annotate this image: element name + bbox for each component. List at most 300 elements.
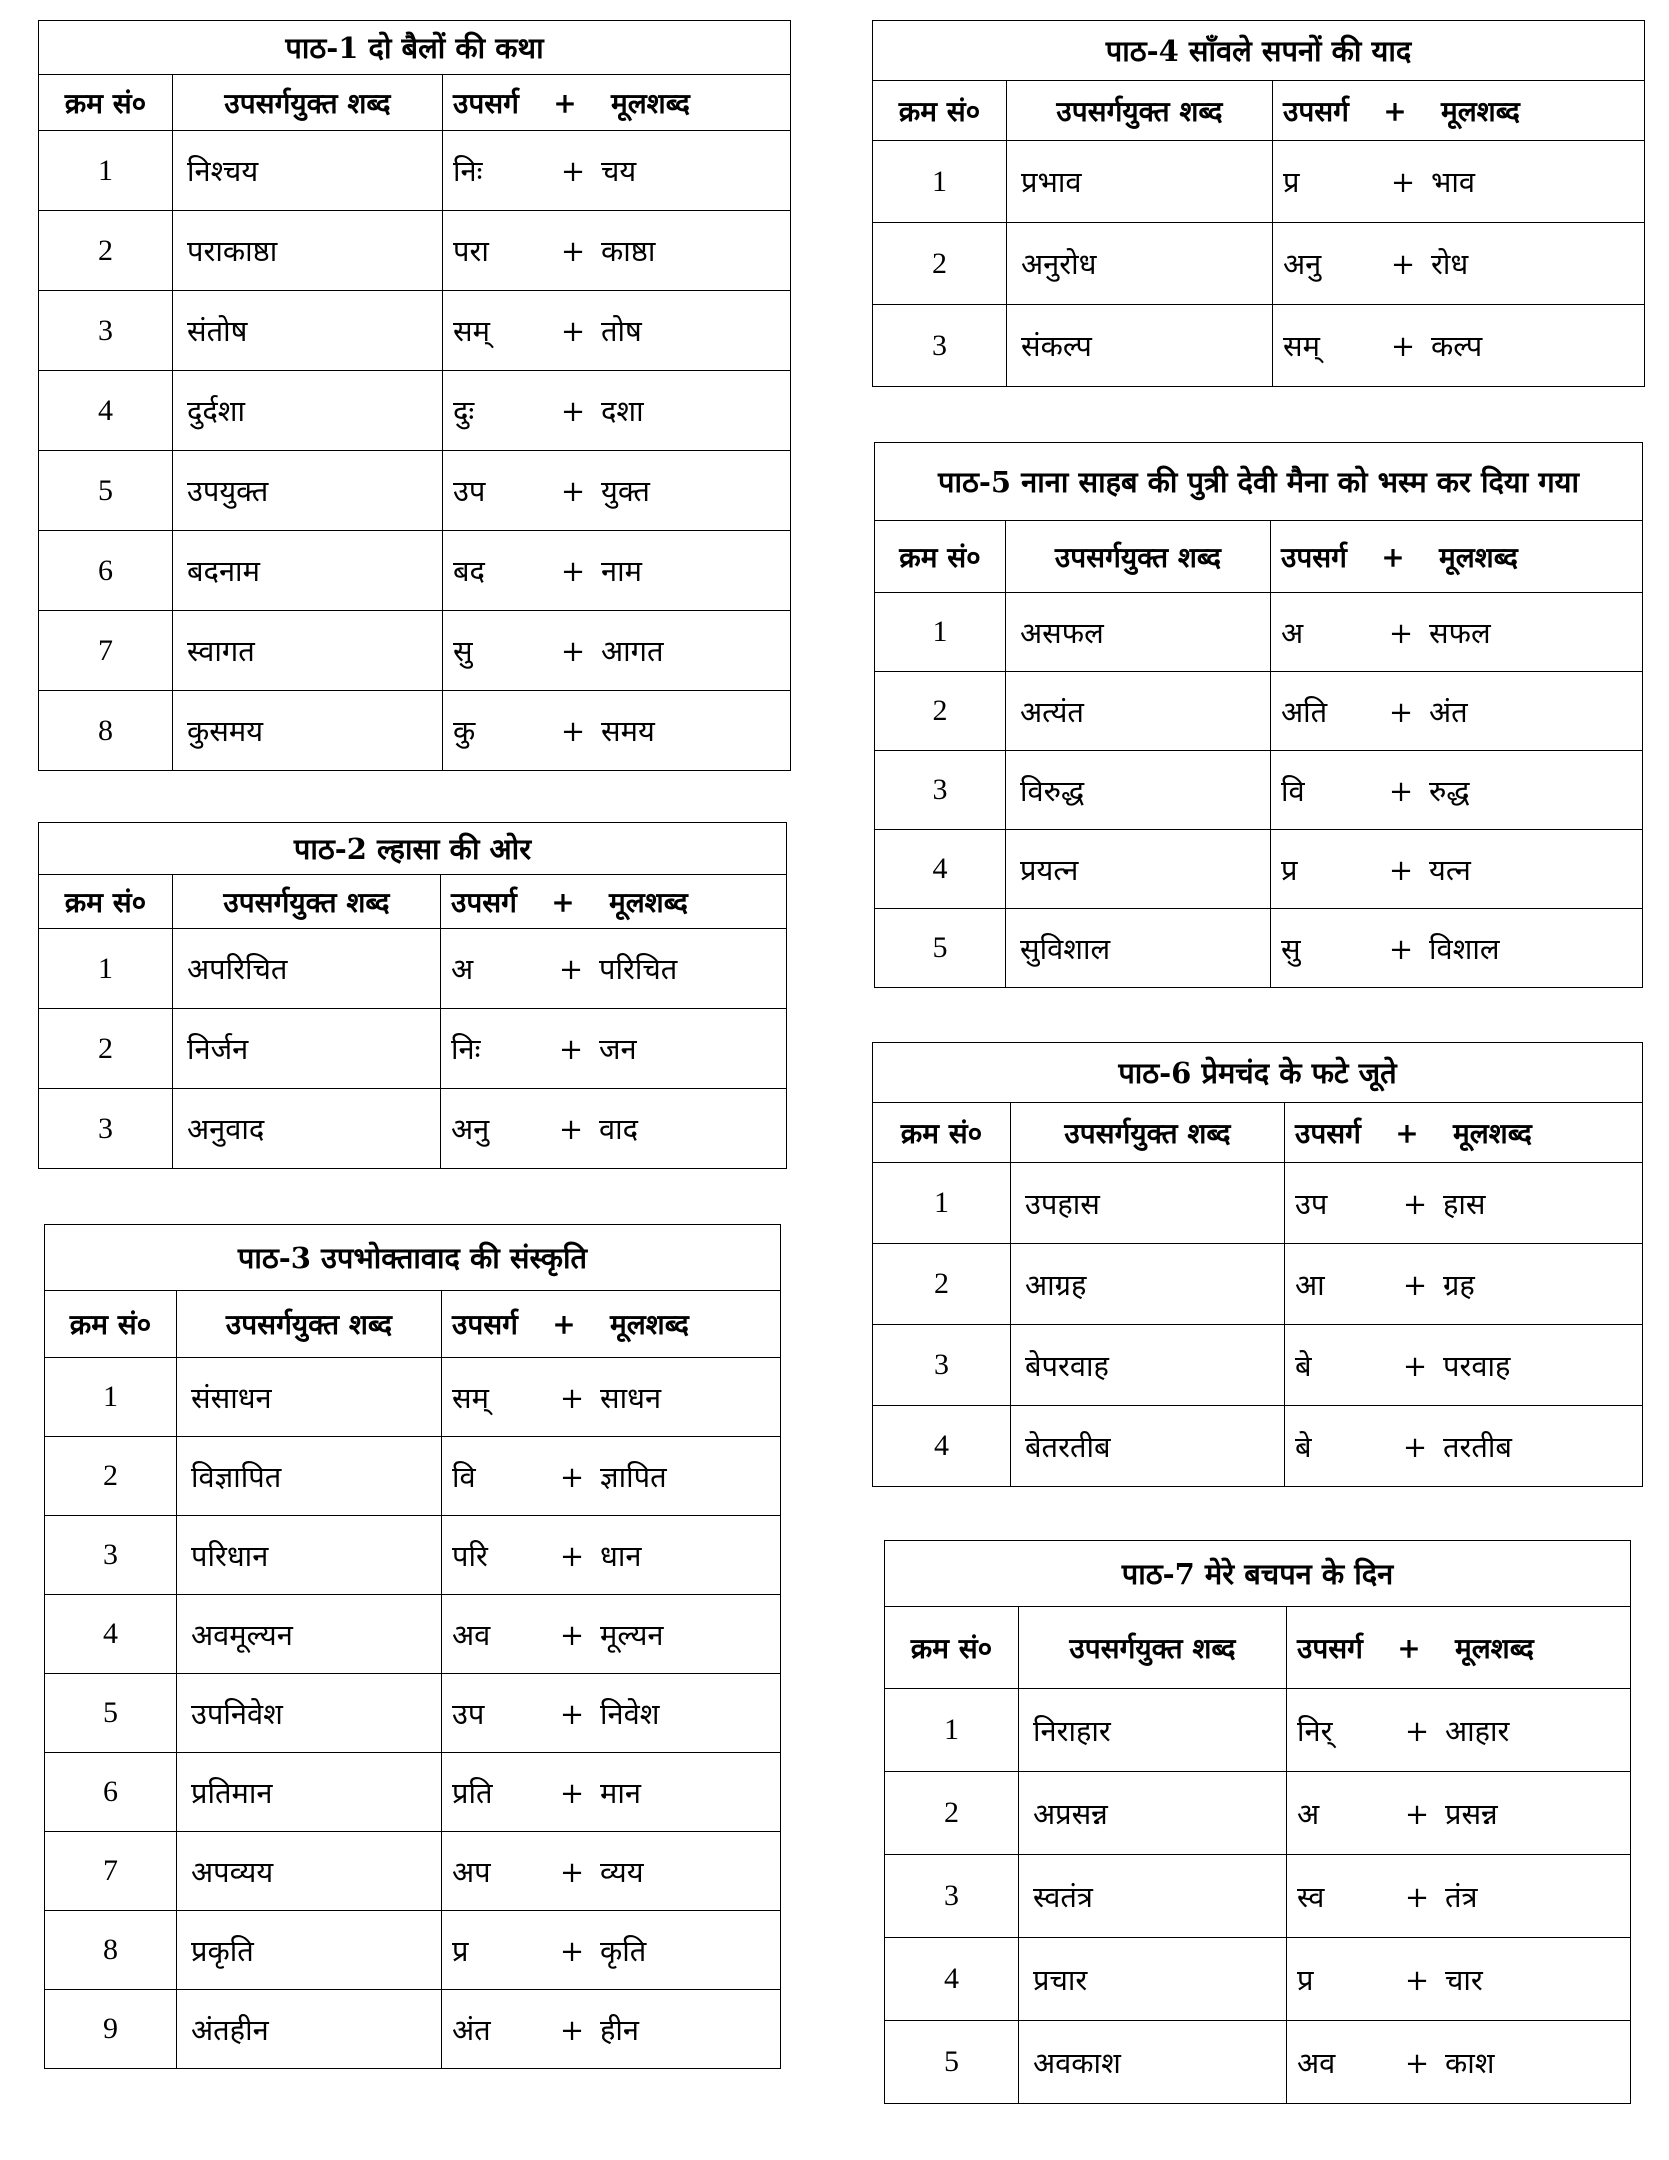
prefix: निर् [1297,1713,1333,1748]
lesson-table [874,442,1643,988]
table-row [45,1753,781,1832]
lesson-title: पाठ-4 साँवले सपनों की याद [873,21,1645,81]
prefixed-word: प्रचार [1019,1938,1287,2021]
serial-number: 1 [885,1689,1019,1772]
table-row [875,593,1643,672]
root-word: व्यय [600,1854,644,1889]
prefix-plus-root [441,1009,787,1089]
serial-number: 2 [45,1437,177,1516]
plus-sign: + [559,1696,585,1731]
serial-number: 4 [873,1406,1011,1487]
root-word: विशाल [1429,931,1500,966]
prefix: प्रति [452,1775,493,1810]
plus-sign: + [559,1380,585,1415]
column-header-prefix: उपसर्ग [453,86,519,120]
plus-sign: + [559,1775,585,1810]
plus-sign: + [1388,852,1414,887]
table-row [39,1009,787,1089]
lesson-table [872,1042,1643,1487]
lesson-table [44,1224,781,2069]
table-row [873,305,1645,387]
column-header-root: मूलशब्द [1438,540,1518,574]
prefix-plus-root [1271,593,1643,672]
prefix-plus-root [1287,1855,1631,1938]
table-row [39,611,791,691]
prefix: अव [452,1617,491,1652]
prefixed-word: निर्जन [173,1009,441,1089]
serial-number: 2 [885,1772,1019,1855]
prefix: सम् [1283,329,1320,363]
table-row [885,1689,1631,1772]
plus-sign: + [1404,1796,1430,1831]
plus-sign: + [1388,615,1414,650]
column-header-plus: + [1381,540,1405,574]
prefixed-word: बेपरवाह [1011,1325,1285,1406]
prefix: दुः [453,394,475,428]
root-word: तरतीब [1443,1429,1512,1464]
root-word: मूल्यन [600,1617,664,1652]
plus-sign: + [560,554,586,588]
plus-sign: + [1404,1962,1430,1997]
prefix: परि [452,1538,488,1573]
column-header-root: मूलशब्द [610,86,690,120]
column-header-prefix-root [1273,81,1645,141]
column-header-root: मूलशब्द [1440,94,1520,128]
table-row [873,1325,1643,1406]
root-word: प्रसन्न [1445,1796,1498,1831]
prefixed-word: अवमूल्यन [177,1595,442,1674]
serial-number: 2 [873,1244,1011,1325]
prefixed-word: स्वतंत्र [1019,1855,1287,1938]
table-row [875,909,1643,988]
column-header-prefix-root [443,75,791,131]
prefixed-word: बेतरतीब [1011,1406,1285,1487]
prefix-plus-root [1273,141,1645,223]
serial-number: 5 [39,451,173,531]
header-row [885,1607,1631,1689]
prefixed-word: प्रभाव [1007,141,1273,223]
column-header-serial: क्रम सं० [45,1291,177,1358]
serial-number: 5 [45,1674,177,1753]
prefixed-word: पराकाष्ठा [173,211,443,291]
root-word: यत्न [1429,852,1471,887]
root-word: निवेश [600,1696,660,1731]
prefix: अ [1297,1796,1320,1831]
prefix-plus-root [1285,1244,1643,1325]
table-row [39,691,791,771]
prefix: प्र [1297,1962,1314,1997]
column-header-word: उपसर्गयुक्त शब्द [1019,1607,1287,1689]
serial-number: 7 [45,1832,177,1911]
root-word: काष्ठा [601,234,656,268]
root-word: दशा [601,394,644,428]
serial-number: 8 [45,1911,177,1990]
column-header-word: उपसर्गयुक्त शब्द [1007,81,1273,141]
serial-number: 1 [45,1358,177,1437]
prefixed-word: स्वागत [173,611,443,691]
prefix: निः [451,1032,481,1066]
serial-number: 4 [45,1595,177,1674]
column-header-plus: + [1397,1631,1421,1665]
prefixed-word: असफल [1006,593,1271,672]
prefixed-word: अप्रसन्न [1019,1772,1287,1855]
root-word: चय [601,154,637,188]
prefix-plus-root [442,1595,781,1674]
serial-number: 1 [873,141,1007,223]
plus-sign: + [560,474,586,508]
prefix: निः [453,154,483,188]
prefixed-word: निराहार [1019,1689,1287,1772]
column-header-plus: + [552,1308,576,1341]
header-row [873,1103,1643,1163]
column-header-prefix-root [442,1291,781,1358]
prefixed-word: अत्यंत [1006,672,1271,751]
table-row [39,131,791,211]
prefix: उप [453,474,486,508]
root-word: युक्त [601,474,650,508]
serial-number: 9 [45,1990,177,2069]
prefix-plus-root [442,1358,781,1437]
plus-sign: + [560,314,586,348]
column-header-word: उपसर्गयुक्त शब्द [177,1291,442,1358]
prefix-plus-root [1287,1772,1631,1855]
prefixed-word: दुर्दशा [173,371,443,451]
serial-number: 2 [873,223,1007,305]
column-header-prefix-root [1271,521,1643,593]
plus-sign: + [1402,1186,1428,1221]
root-word: सफल [1429,615,1491,650]
serial-number: 7 [39,611,173,691]
prefix-plus-root [443,371,791,451]
prefixed-word: बदनाम [173,531,443,611]
table-row [39,291,791,371]
prefixed-word: विरुद्ध [1006,751,1271,830]
root-word: तोष [601,314,642,348]
plus-sign: + [1388,694,1414,729]
serial-number: 1 [39,929,173,1009]
root-word: धान [600,1538,642,1573]
column-header-word: उपसर्गयुक्त शब्द [1006,521,1271,593]
plus-sign: + [1390,165,1416,199]
prefixed-word: कुसमय [173,691,443,771]
lesson-title: पाठ-7 मेरे बचपन के दिन [885,1541,1631,1607]
serial-number: 4 [875,830,1006,909]
serial-number: 5 [875,909,1006,988]
prefixed-word: अवकाश [1019,2021,1287,2104]
lesson-table [38,20,791,771]
prefix-plus-root [442,1832,781,1911]
prefix-plus-root [443,211,791,291]
prefixed-word: प्रतिमान [177,1753,442,1832]
serial-number: 6 [45,1753,177,1832]
column-header-prefix: उपसर्ग [1295,1116,1361,1150]
plus-sign: + [1388,773,1414,808]
prefix: वि [1281,773,1305,808]
header-row [45,1291,781,1358]
root-word: मान [600,1775,641,1810]
root-word: आहार [1445,1713,1510,1748]
column-header-root: मूलशब्द [1454,1631,1534,1665]
root-word: रुद्ध [1429,773,1470,808]
root-word: अंत [1429,694,1468,729]
plus-sign: + [559,1933,585,1968]
plus-sign: + [1402,1267,1428,1302]
prefix-plus-root [442,1753,781,1832]
lesson-table [38,822,787,1169]
table-row [39,531,791,611]
serial-number: 3 [873,305,1007,387]
prefixed-word: विज्ञापित [177,1437,442,1516]
prefixed-word: निश्चय [173,131,443,211]
serial-number: 4 [39,371,173,451]
prefix-plus-root [1287,2021,1631,2104]
column-header-serial: क्रम सं० [873,1103,1011,1163]
serial-number: 2 [875,672,1006,751]
prefix-plus-root [1285,1163,1643,1244]
prefixed-word: प्रकृति [177,1911,442,1990]
prefix-plus-root [443,451,791,531]
prefix: बे [1295,1429,1312,1464]
prefix: बे [1295,1348,1312,1383]
plus-sign: + [1402,1348,1428,1383]
root-word: समय [601,714,655,748]
root-word: काश [1445,2045,1495,2080]
prefix-plus-root [441,929,787,1009]
prefix-plus-root [442,1990,781,2069]
prefix-plus-root [1285,1406,1643,1487]
table-row [873,1163,1643,1244]
serial-number: 3 [39,1089,173,1169]
plus-sign: + [1404,2045,1430,2080]
lesson-title: पाठ-3 उपभोक्तावाद की संस्कृति [45,1225,781,1291]
prefix: अंत [452,2012,491,2047]
plus-sign: + [559,1538,585,1573]
lesson-title: पाठ-6 प्रेमचंद के फटे जूते [873,1043,1643,1103]
prefix: सु [453,634,473,668]
plus-sign: + [558,952,584,986]
root-word: तंत्र [1445,1879,1478,1914]
column-header-plus: + [551,885,575,919]
column-header-plus: + [1383,94,1407,128]
column-header-plus: + [1395,1116,1419,1150]
prefixed-word: संकल्प [1007,305,1273,387]
serial-number: 6 [39,531,173,611]
serial-number: 1 [875,593,1006,672]
prefixed-word: अनुवाद [173,1089,441,1169]
lesson-table [884,1540,1631,2104]
header-row [39,75,791,131]
table-row [885,2021,1631,2104]
serial-number: 3 [885,1855,1019,1938]
column-header-word: उपसर्गयुक्त शब्द [173,75,443,131]
table-row [45,1911,781,1990]
column-header-prefix-root [441,875,787,929]
prefix: कु [453,714,476,748]
column-header-serial: क्रम सं० [873,81,1007,141]
table-row [39,451,791,531]
prefix: अति [1281,694,1328,729]
table-row [875,751,1643,830]
prefix: सम् [452,1380,489,1415]
table-row [873,141,1645,223]
prefixed-word: उपनिवेश [177,1674,442,1753]
prefix: अ [451,952,474,986]
header-row [873,81,1645,141]
column-header-serial: क्रम सं० [39,875,173,929]
prefix: स्व [1297,1879,1325,1914]
plus-sign: + [560,234,586,268]
prefixed-word: उपयुक्त [173,451,443,531]
prefix: वि [452,1459,476,1494]
root-word: हीन [600,2012,640,2047]
prefix: सम् [453,314,490,348]
table-row [39,371,791,451]
plus-sign: + [1404,1879,1430,1914]
column-header-word: उपसर्गयुक्त शब्द [1011,1103,1285,1163]
column-header-plus: + [553,86,577,120]
prefixed-word: अपरिचित [173,929,441,1009]
table-row [45,1516,781,1595]
prefixed-word: अंतहीन [177,1990,442,2069]
plus-sign: + [559,1459,585,1494]
prefix: परा [453,234,489,268]
column-header-root: मूलशब्द [609,1308,689,1341]
plus-sign: + [559,1617,585,1652]
table-row [873,1406,1643,1487]
column-header-serial: क्रम सं० [885,1607,1019,1689]
serial-number: 1 [873,1163,1011,1244]
root-word: परवाह [1443,1348,1511,1383]
prefix-plus-root [1273,223,1645,305]
table-row [875,672,1643,751]
prefix: अनु [1283,247,1322,281]
prefix: आ [1295,1267,1325,1302]
serial-number: 4 [885,1938,1019,2021]
prefixed-word: अपव्यय [177,1832,442,1911]
serial-number: 5 [885,2021,1019,2104]
plus-sign: + [1404,1713,1430,1748]
prefix: अ [1281,615,1304,650]
prefixed-word: संतोष [173,291,443,371]
root-word: नाम [601,554,642,588]
column-header-prefix: उपसर्ग [452,1308,518,1341]
prefix: बद [453,554,485,588]
column-header-prefix: उपसर्ग [1283,94,1349,128]
column-header-root: मूलशब्द [1452,1116,1532,1150]
prefix: अप [452,1854,491,1889]
prefix: प्र [1283,165,1300,199]
table-row [885,1938,1631,2021]
plus-sign: + [1402,1429,1428,1464]
plus-sign: + [559,2012,585,2047]
table-row [39,1089,787,1169]
lesson-table [872,20,1645,387]
prefix-plus-root [442,1437,781,1516]
prefix: उप [452,1696,485,1731]
root-word: जन [599,1032,637,1066]
prefix-plus-root [441,1089,787,1169]
prefixed-word: आग्रह [1011,1244,1285,1325]
prefix-plus-root [1271,830,1643,909]
header-row [39,875,787,929]
prefix-plus-root [442,1674,781,1753]
prefix: उप [1295,1186,1328,1221]
prefix: अव [1297,2045,1336,2080]
root-word: परिचित [599,952,678,986]
prefixed-word: अनुरोध [1007,223,1273,305]
column-header-root: मूलशब्द [608,885,688,919]
prefix-plus-root [1271,909,1643,988]
prefix-plus-root [443,691,791,771]
table-row [45,1437,781,1516]
root-word: भाव [1431,165,1476,199]
lesson-title: पाठ-1 दो बैलों की कथा [39,21,791,75]
table-row [875,830,1643,909]
root-word: ग्रह [1443,1267,1475,1302]
prefix-plus-root [442,1911,781,1990]
serial-number: 2 [39,1009,173,1089]
column-header-prefix-root [1285,1103,1643,1163]
lesson-title: पाठ-5 नाना साहब की पुत्री देवी मैना को भस्म कर दिया गया [875,443,1643,521]
table-row [45,1358,781,1437]
plus-sign: + [1390,329,1416,363]
prefix-plus-root [1271,672,1643,751]
prefix-plus-root [1271,751,1643,830]
root-word: कृति [600,1933,647,1968]
serial-number: 3 [873,1325,1011,1406]
prefix-plus-root [1287,1689,1631,1772]
prefixed-word: प्रयत्न [1006,830,1271,909]
table-row [39,211,791,291]
root-word: ज्ञापित [600,1459,667,1494]
prefix-plus-root [443,531,791,611]
table-row [885,1855,1631,1938]
prefix: प्र [1281,852,1298,887]
column-header-serial: क्रम सं० [875,521,1006,593]
prefix-plus-root [442,1516,781,1595]
plus-sign: + [560,154,586,188]
root-word: साधन [600,1380,662,1415]
root-word: रोध [1431,247,1469,281]
plus-sign: + [1390,247,1416,281]
header-row [875,521,1643,593]
prefixed-word: परिधान [177,1516,442,1595]
serial-number: 3 [875,751,1006,830]
prefix-plus-root [1287,1938,1631,2021]
table-row [45,1674,781,1753]
column-header-prefix-root [1287,1607,1631,1689]
table-row [45,1832,781,1911]
root-word: हास [1443,1186,1486,1221]
serial-number: 1 [39,131,173,211]
prefix-plus-root [1273,305,1645,387]
prefixed-word: उपहास [1011,1163,1285,1244]
prefix: सु [1281,931,1301,966]
prefixed-word: संसाधन [177,1358,442,1437]
lesson-title: पाठ-2 ल्हासा की ओर [39,823,787,875]
prefix: अनु [451,1112,490,1146]
root-word: वाद [599,1112,639,1146]
table-row [873,1244,1643,1325]
plus-sign: + [560,714,586,748]
plus-sign: + [559,1854,585,1889]
column-header-prefix: उपसर्ग [451,885,517,919]
plus-sign: + [560,634,586,668]
prefix-plus-root [443,131,791,211]
plus-sign: + [560,394,586,428]
table-row [45,1990,781,2069]
root-word: चार [1445,1962,1483,1997]
